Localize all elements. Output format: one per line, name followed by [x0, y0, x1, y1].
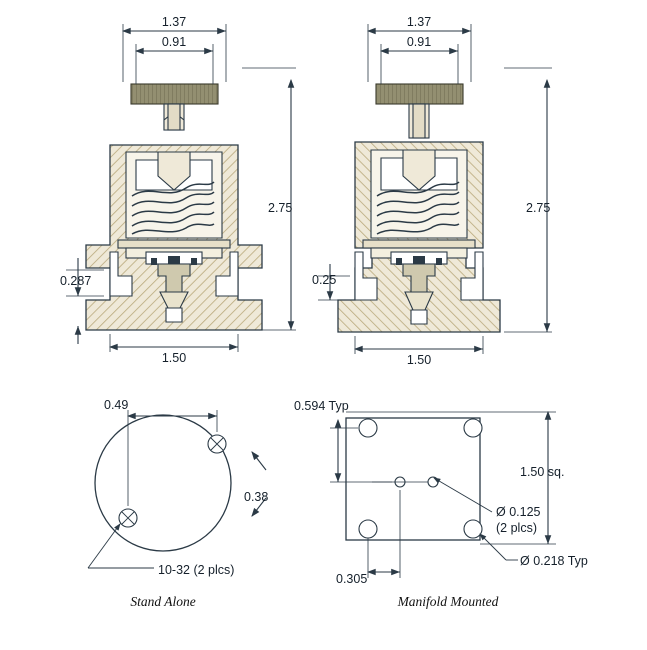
- hole-top-left: [359, 419, 377, 437]
- dim-right-bottom-typ-top: 0.594 Typ: [294, 399, 349, 413]
- dim-left-bottom-left: 0.287: [60, 274, 92, 288]
- right-section-view: [338, 84, 500, 332]
- hole-bottom-right: [464, 520, 482, 538]
- right-bottom-view: [294, 399, 588, 609]
- dim-right-top-outer: 1.37: [406, 15, 432, 29]
- dim-right-top-inner: 0.91: [406, 35, 432, 49]
- left-bottom-view: [88, 398, 268, 609]
- dim-left-bottom-offset-x: 0.49: [104, 398, 129, 412]
- dim-right-height: 2.75: [526, 201, 551, 215]
- dim-left-bottom-offset-y: 0.38: [244, 490, 269, 504]
- knob: [131, 84, 218, 104]
- caption-manifold-mounted: Manifold Mounted: [397, 594, 499, 609]
- dim-left-width: 1.50: [161, 351, 187, 365]
- dim-left-height: 2.75: [268, 201, 293, 215]
- knob: [376, 84, 463, 104]
- dim-right-width: 1.50: [406, 353, 432, 367]
- note-thread-10-32: 10-32 (2 plcs): [158, 563, 235, 577]
- dim-left-top-outer: 1.37: [161, 15, 187, 29]
- hole-top-right: [464, 419, 482, 437]
- caption-stand-alone: Stand Alone: [130, 594, 196, 609]
- left-section-view: [86, 84, 262, 330]
- dim-left-top-inner: 0.91: [161, 35, 187, 49]
- note-hole-small-qty: (2 plcs): [496, 521, 537, 535]
- note-hole-large: Ø 0.218 Typ: [520, 554, 588, 568]
- port-hole-right: [428, 477, 438, 487]
- dim-right-bottom-left: 0.25: [312, 273, 337, 287]
- dim-right-bottom-square: 1.50 sq.: [520, 465, 565, 479]
- dim-right-bottom-offset: 0.305: [336, 572, 368, 586]
- note-hole-small: Ø 0.125: [496, 505, 541, 519]
- hole-bottom-left: [359, 520, 377, 538]
